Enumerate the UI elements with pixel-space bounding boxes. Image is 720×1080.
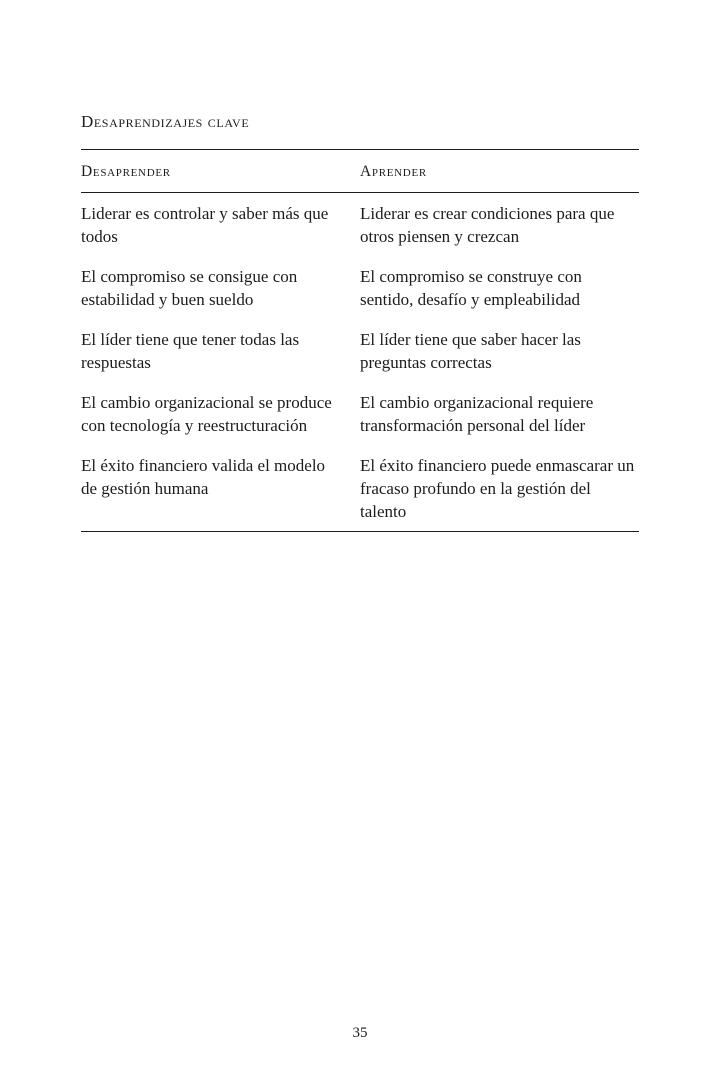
table-row	[81, 265, 639, 311]
cell-learn: El compromiso se construye con sentido, desafío y empleabilidad	[360, 267, 582, 309]
table-row	[81, 328, 639, 374]
table-row	[81, 391, 639, 437]
cell-unlearn: Liderar es controlar y saber más que todos	[81, 204, 329, 246]
cell-unlearn: El éxito financiero valida el modelo de gestión humana	[81, 456, 326, 498]
section-title: Desaprendizajes clave	[81, 112, 250, 131]
cell-learn: El cambio organizacional requiere transformación personal del líder	[360, 393, 594, 435]
table-row	[81, 454, 639, 523]
page	[81, 0, 639, 1080]
cell-learn: El éxito financiero puede enmascarar un fracaso profundo en la gestión del talento	[360, 456, 635, 521]
page-number: 35	[352, 1025, 368, 1041]
cell-unlearn: El cambio organizacional se produce con tecnología y reestructuración	[81, 393, 332, 435]
header-learn: Aprender	[360, 162, 427, 180]
cell-unlearn: El líder tiene que tener todas las respuestas	[81, 330, 300, 372]
header-unlearn: Desaprender	[81, 162, 171, 180]
table-body	[81, 193, 639, 531]
cell-learn: El líder tiene que saber hacer las preguntas correctas	[360, 330, 581, 372]
cell-learn: Liderar es crear condiciones para que otros piensen y crezcan	[360, 204, 615, 246]
table-header	[81, 150, 639, 193]
unlearning-table	[81, 149, 639, 532]
table-row	[81, 202, 639, 248]
cell-unlearn: El compromiso se consigue con estabilidad y buen sueldo	[81, 267, 298, 309]
